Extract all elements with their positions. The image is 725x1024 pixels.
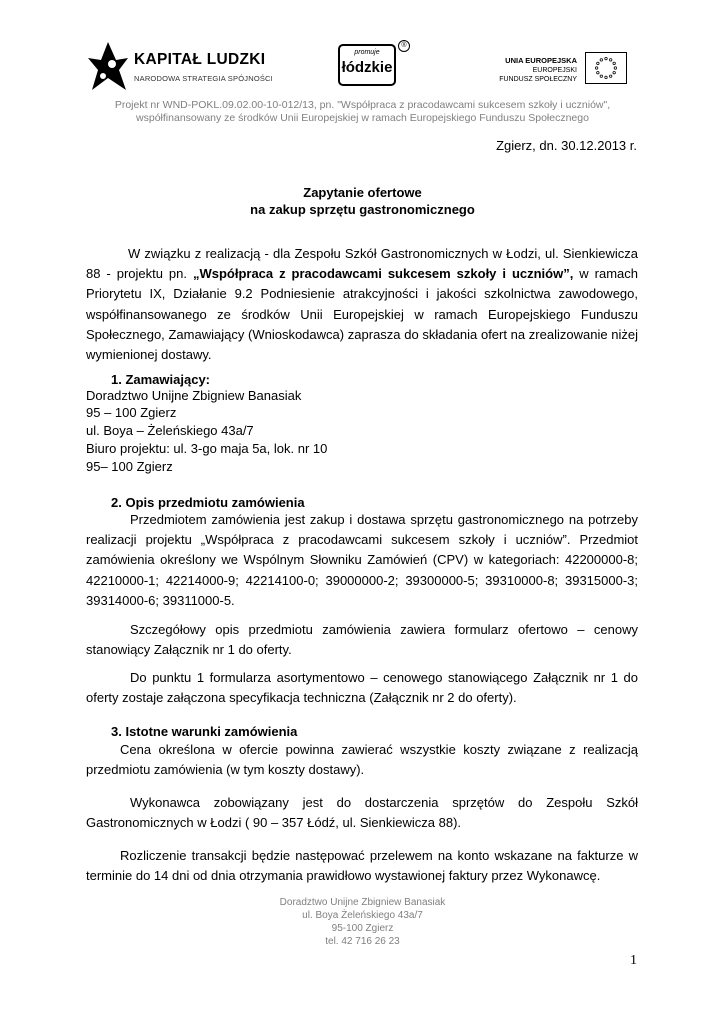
project-info-line-2: współfinansowany ze środków Unii Europejskiej w ramach Europejskiego Funduszu Społecznego	[136, 112, 589, 124]
section-3-paragraph-1: Cena określona w ofercie powinna zawierać wszystkie koszty związane z realizacją przedmiotu zamówienia (w tym koszty dostawy).	[86, 742, 638, 778]
address-line-4: Biuro projektu: ul. 3-go maja 5a, lok. nr 10	[86, 441, 328, 456]
ue-line-1: UNIA EUROPEJSKA	[505, 56, 577, 65]
section-2-heading: 2. Opis przedmiotu zamówienia	[111, 495, 305, 510]
unia-europejska-logo	[492, 52, 632, 94]
ue-line-2: EUROPEJSKI	[532, 66, 577, 74]
footer-line-2: ul. Boya Żeleńskiego 43a/7	[302, 910, 423, 921]
eu-flag-icon	[585, 52, 627, 84]
section-3-paragraph-3: Rozliczenie transakcji będzie następować przelewem na konto wskazane na fakturze w terminie do 14 dni od dnia otrzymania prawidłowo wystawionej faktury przez Wykonawcę.	[86, 848, 638, 884]
section-1-heading: 1. Zamawiający:	[111, 372, 210, 387]
kapital-ludzki-subtitle: NARODOWA STRATEGIA SPÓJNOŚCI	[134, 74, 273, 83]
registered-mark-icon: ®	[398, 40, 410, 52]
promuje-label: promuje	[354, 49, 380, 56]
address-line-1: Doradztwo Unijne Zbigniew Banasiak	[86, 388, 302, 403]
section-3-heading: 3. Istotne warunki zamówienia	[111, 724, 298, 739]
lodzkie-label: łódzkie	[341, 59, 393, 76]
footer-line-1: Doradztwo Unijne Zbigniew Banasiak	[279, 897, 446, 908]
kapital-ludzki-title: KAPITAŁ LUDZKI	[134, 51, 266, 68]
section-2-paragraph-2: Szczegółowy opis przedmiotu zamówienia zawiera formularz ofertowo – cenowy stanowiący Załącznik nr 1 do oferty.	[86, 622, 638, 658]
section-2-paragraph-3: Do punktu 1 formularza asortymentowo – cenowego stanowiącego Załącznik nr 1 do oferty zostaje załączona specyfikacja techniczna (Załącznik nr 2 do oferty).	[86, 670, 638, 706]
section-3-paragraph-2: Wykonawca zobowiązany jest do dostarczenia sprzętów do Zespołu Szkół Gastronomicznych w Łodzi ( 90 – 357 Łódź, ul. Sienkiewicza 88).	[86, 795, 638, 831]
address-line-3: ul. Boya – Żeleńskiego 43a/7	[86, 423, 254, 438]
project-name-bold: „Współpraca z pracodawcami sukcesem szkoły i uczniów”,	[192, 266, 574, 282]
ue-line-3: FUNDUSZ SPOŁECZNY	[499, 76, 577, 83]
intro-text-part-2: w ramach Priorytetu IX, Działanie 9.2 Podniesienie atrakcyjności i jakości szkolnictwa zawodowego, współfinansowanego ze środków Unii Europejskiej w ramach Europejskiego Funduszu Społecznego, Zamawiający (Wnioskodawca) zaprasza do składania ofert na zrealizowanie niżej wymienionej dostawy.	[86, 266, 638, 363]
document-subtitle: na zakup sprzętu gastronomicznego	[250, 202, 475, 217]
intro-text-part-1: W związku z realizacją - dla Zespołu Szkół Gastronomicznych w Łodzi, ul. Sienkiewicza 88 - projektu pn.	[86, 246, 638, 282]
promuje-lodzkie-logo	[338, 44, 408, 94]
kapital-ludzki-star-icon	[86, 40, 130, 94]
page-number: 1	[630, 953, 637, 968]
project-info-line-1: Projekt nr WND-POKL.09.02.00-10-012/13, pn. "Współpraca z pracodawcami sukcesem szkoły i uczniów",	[114, 99, 611, 111]
intro-paragraph	[86, 244, 638, 365]
address-line-2: 95 – 100 Zgierz	[86, 405, 177, 420]
ue-text-block	[492, 56, 577, 85]
footer-line-3: 95-100 Zgierz	[331, 923, 394, 934]
kapital-ludzki-logo	[86, 40, 276, 96]
document-title: Zapytanie ofertowe	[303, 185, 422, 200]
document-date: Zgierz, dn. 30.12.2013 r.	[496, 138, 637, 153]
address-line-5: 95– 100 Zgierz	[86, 459, 173, 474]
footer-line-4: tel. 42 716 26 23	[325, 936, 400, 947]
section-2-paragraph-1: Przedmiotem zamówienia jest zakup i dostawa sprzętu gastronomicznego na potrzeby realizacji projektu „Współpraca z pracodawcami sukcesem szkoły i uczniów”. Przedmiot zamówienia określony we Wspólnym Słowniku Zamówień (CPV) w kategoriach: 42200000-8; 42210000-1; 42214000-9; 42214100-0; 39000000-2; 39300000-5; 39310000-8; 39315000-3; 39314000-6; 39311000-5.	[86, 512, 638, 608]
